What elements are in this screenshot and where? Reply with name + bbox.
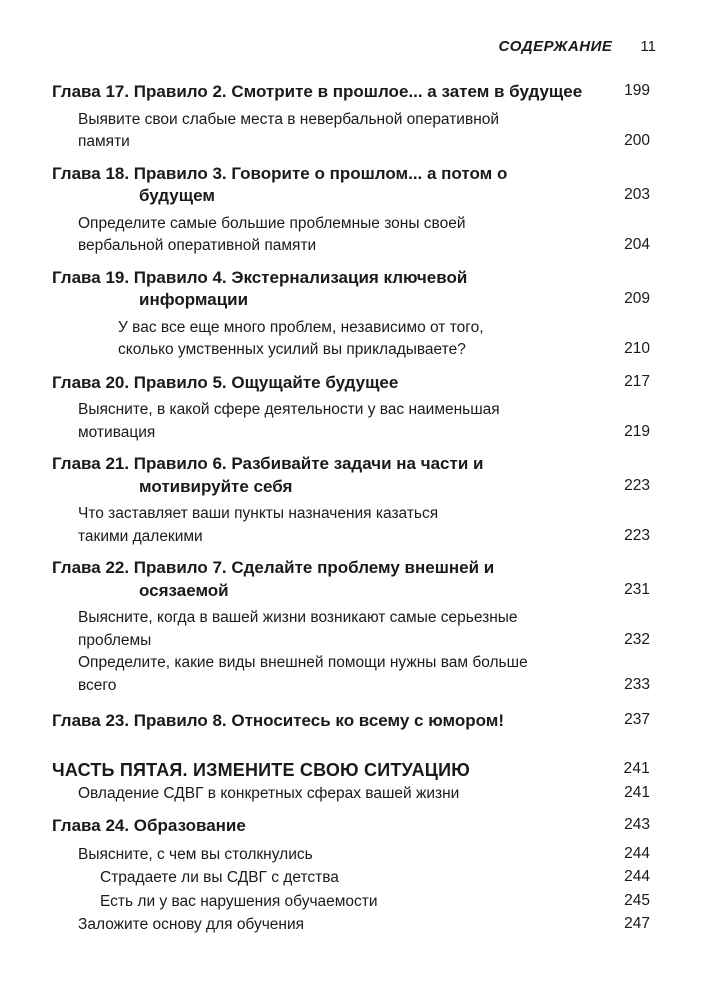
toc-chapter[interactable] xyxy=(52,453,650,498)
toc-chapter[interactable] xyxy=(52,371,650,395)
toc-entry-title: Выявите свои слабые места в невербальной оперативной памяти xyxy=(78,110,500,150)
toc-entry-title: Глава 17. Правило 2. Смотрите в прошлое... а затем в будущее xyxy=(52,82,583,101)
toc-entry-title: У вас все еще много проблем, независимо от того, сколько умственных усилий вы прикладываете? xyxy=(118,318,484,358)
toc-entry-title: Глава 18. Правило 3. Говорите о прошлом... а потом о будущем xyxy=(52,163,508,205)
toc-chapter[interactable] xyxy=(52,267,650,312)
toc-entry-title: Глава 19. Правило 4. Экстернализация ключевой информации xyxy=(52,267,468,309)
toc-entry-title: Что заставляет ваши пункты назначения казаться такими далекими xyxy=(78,505,439,545)
toc-chapter[interactable] xyxy=(52,814,650,838)
toc-entry-page: 219 xyxy=(624,422,650,440)
toc-entry-page: 233 xyxy=(624,675,650,693)
toc-entry-page: 199 xyxy=(624,82,650,99)
toc-subsection[interactable] xyxy=(52,843,650,867)
toc-entry-page: 237 xyxy=(624,711,650,728)
toc-subsection[interactable] xyxy=(52,652,650,697)
toc-entry-title: Выясните, когда в вашей жизни возникают самые серьезные проблемы xyxy=(78,609,518,649)
toc-entry-page: 244 xyxy=(624,844,650,862)
toc-chapter[interactable] xyxy=(52,709,650,733)
toc-entry-page: 244 xyxy=(624,868,650,885)
toc-subsection[interactable] xyxy=(52,213,650,258)
toc-entry-page: 223 xyxy=(624,476,650,494)
toc-entry-page: 241 xyxy=(624,783,650,801)
running-head: СОДЕРЖАНИЕ xyxy=(498,38,613,55)
toc-entry-title: Есть ли у вас нарушения обучаемости xyxy=(100,892,378,910)
toc-entry-page: 247 xyxy=(624,915,650,932)
toc-chapter[interactable] xyxy=(52,80,650,104)
toc-subsection[interactable] xyxy=(52,317,650,362)
toc-entry-page: 204 xyxy=(624,236,650,253)
toc-entry-page: 209 xyxy=(624,290,650,307)
toc-entry-page: 223 xyxy=(624,526,650,544)
toc-subsection[interactable] xyxy=(52,782,650,806)
toc-entry-page: 232 xyxy=(624,630,650,648)
toc-entry-title: Выясните, в какой сфере деятельности у вас наименьшая мотивация xyxy=(78,401,500,441)
toc-entry-title: Глава 20. Правило 5. Ощущайте будущее xyxy=(52,372,399,392)
toc-entry-title: Выясните, с чем вы столкнулись xyxy=(78,845,313,863)
toc-entry-title: Глава 22. Правило 7. Сделайте проблему внешней и осязаемой xyxy=(52,558,495,600)
toc-entry-title: Заложите основу для обучения xyxy=(78,916,305,933)
toc-entry-page: 210 xyxy=(624,340,650,357)
toc-chapter[interactable] xyxy=(52,163,650,208)
page-number: 11 xyxy=(640,38,656,55)
toc-part[interactable] xyxy=(52,757,650,782)
toc-entry-title: ЧАСТЬ ПЯТАЯ. ИЗМЕНИТЕ СВОЮ СИТУАЦИЮ xyxy=(52,759,471,780)
toc-entry-title: Глава 21. Правило 6. Разбивайте задачи на части и мотивируйте себя xyxy=(52,454,484,496)
toc-entry-title: Глава 23. Правило 8. Относитесь ко всему с юмором! xyxy=(52,711,505,730)
toc-subsection[interactable] xyxy=(52,913,650,937)
toc-subsubsection[interactable] xyxy=(52,866,650,890)
toc-entry-title: Определите, какие виды внешней помощи нужны вам больше всего xyxy=(78,654,528,694)
toc-entry-page: 217 xyxy=(624,372,650,390)
toc-entry-title: Страдаете ли вы СДВГ с детства xyxy=(100,869,339,886)
table-of-contents xyxy=(52,80,650,937)
toc-subsection[interactable] xyxy=(52,109,650,154)
toc-entry-page: 245 xyxy=(624,891,650,909)
toc-entry-page: 200 xyxy=(624,132,650,149)
page-header xyxy=(498,38,656,55)
toc-entry-page: 231 xyxy=(624,580,650,598)
toc-chapter[interactable] xyxy=(52,557,650,602)
toc-subsubsection[interactable] xyxy=(52,890,650,914)
toc-entry-title: Овладение СДВГ в конкретных сферах вашей жизни xyxy=(78,784,460,802)
toc-subsection[interactable] xyxy=(52,607,650,652)
toc-entry-title: Глава 24. Образование xyxy=(52,816,246,835)
toc-subsection[interactable] xyxy=(52,399,650,444)
toc-entry-page: 243 xyxy=(624,816,650,833)
toc-subsection[interactable] xyxy=(52,503,650,548)
toc-entry-page: 203 xyxy=(624,186,650,203)
toc-entry-page: 241 xyxy=(623,759,650,777)
toc-entry-title: Определите самые большие проблемные зоны своей вербальной оперативной памяти xyxy=(78,214,466,254)
